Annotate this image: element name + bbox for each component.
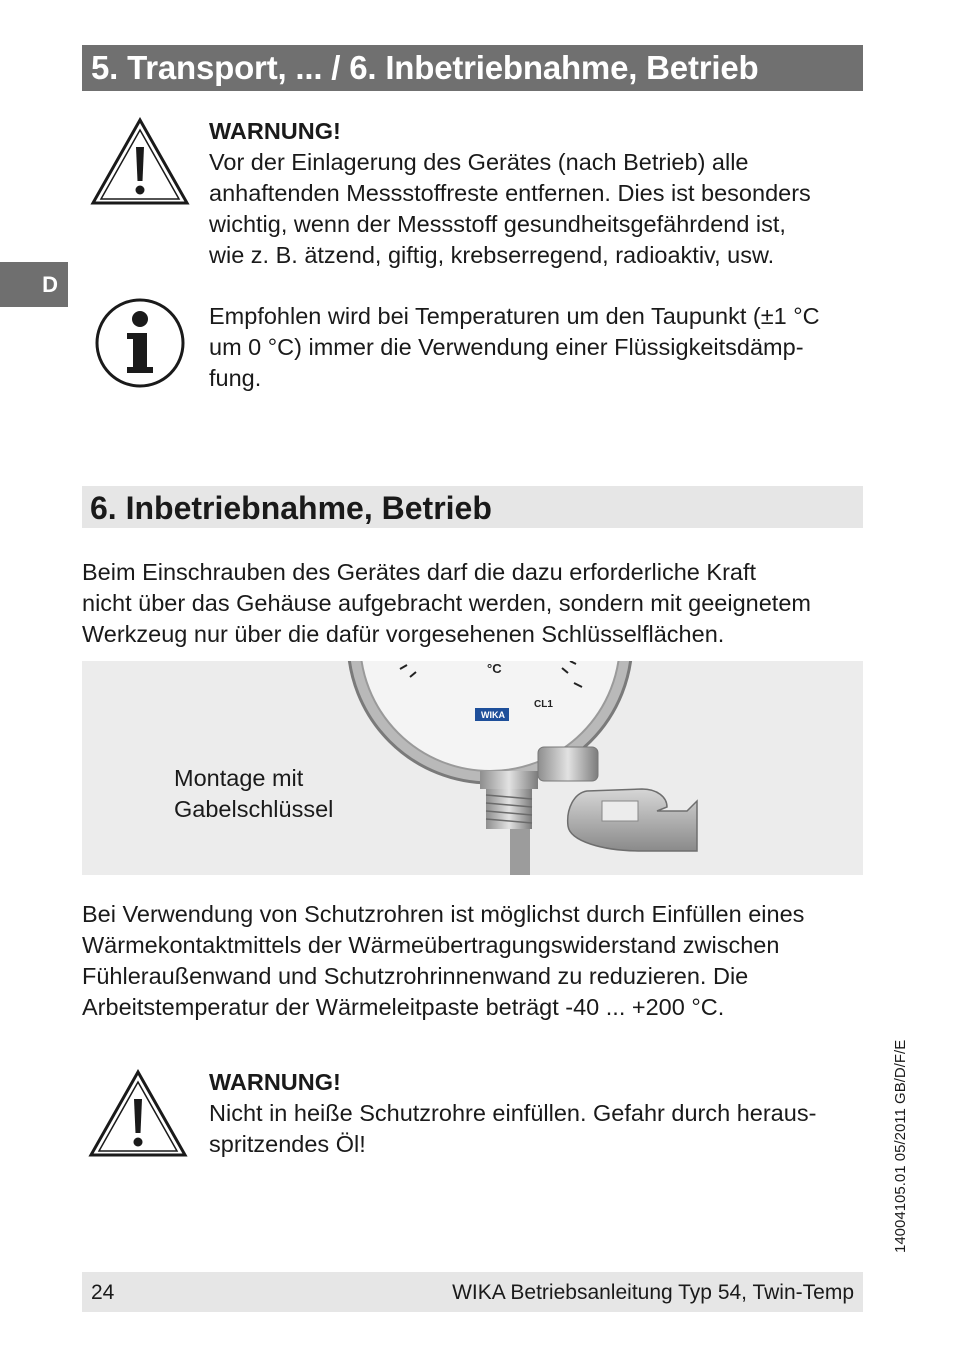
text-line: Empfohlen wird bei Temperaturen um den Taupunkt (±1 °C (209, 303, 820, 329)
info-block (209, 301, 869, 394)
dial-unit: °C (487, 661, 502, 676)
page-title: 5. Transport, ... / 6. Inbetriebnahme, Betrieb (82, 45, 863, 91)
dial-class: CL1 (534, 699, 553, 710)
info-icon (94, 297, 186, 389)
text-line: um 0 °C) immer die Verwendung einer Flüssigkeitsdämp- (209, 334, 804, 360)
text-line: Beim Einschrauben des Gerätes darf die dazu erforderliche Kraft (82, 559, 757, 585)
warning-title: WARNUNG! (209, 1069, 341, 1095)
document-code: 14004105.01 05/2011 GB/D/F/E (892, 1039, 909, 1253)
footer-title: WIKA Betriebsanleitung Typ 54, Twin-Temp (452, 1281, 854, 1304)
text-line: wie z. B. ätzend, giftig, krebserregend, radioaktiv, usw. (209, 242, 775, 268)
text-line: wichtig, wenn der Messstoff gesundheitsgefährdend ist, (209, 211, 786, 237)
text-line: anhaftenden Messstoffreste entfernen. Dies ist besonders (209, 180, 811, 206)
text-line: fung. (209, 365, 262, 391)
mounting-figure (82, 661, 863, 875)
warning-triangle-icon (88, 1069, 188, 1159)
warning-block-2 (209, 1067, 869, 1160)
text-line: Vor der Einlagerung des Gerätes (nach Betrieb) alle (209, 149, 749, 175)
warning-triangle-icon (90, 117, 190, 207)
footer (82, 1272, 863, 1312)
text-line: Wärmekontaktmittels der Wärmeübertragungswiderstand zwischen (82, 932, 780, 958)
language-tab: D (0, 262, 68, 307)
paragraph-2 (82, 899, 872, 1023)
text-line: spritzendes Öl! (209, 1131, 366, 1157)
warning-block-1 (209, 116, 869, 271)
figure-caption (174, 763, 333, 825)
text-line: Arbeitstemperatur der Wärmeleitpaste beträgt -40 ... +200 °C. (82, 994, 725, 1020)
page-number: 24 (91, 1281, 115, 1304)
paragraph-1 (82, 557, 872, 650)
text-line: Werkzeug nur über die dafür vorgesehenen Schlüsselflächen. (82, 621, 725, 647)
caption-line: Montage mit (174, 765, 304, 791)
warning-title: WARNUNG! (209, 118, 341, 144)
section-heading: 6. Inbetriebnahme, Betrieb (82, 486, 863, 528)
text-line: Fühleraußenwand und Schutzrohrinnenwand zu reduzieren. Die (82, 963, 749, 989)
text-line: Bei Verwendung von Schutzrohren ist möglichst durch Einfüllen eines (82, 901, 805, 927)
text-line: nicht über das Gehäuse aufgebracht werden, sondern mit geeignetem (82, 590, 811, 616)
caption-line: Gabelschlüssel (174, 796, 334, 822)
brand-label: WIKA (481, 710, 505, 720)
text-line: Nicht in heiße Schutzrohre einfüllen. Gefahr durch heraus- (209, 1100, 817, 1126)
